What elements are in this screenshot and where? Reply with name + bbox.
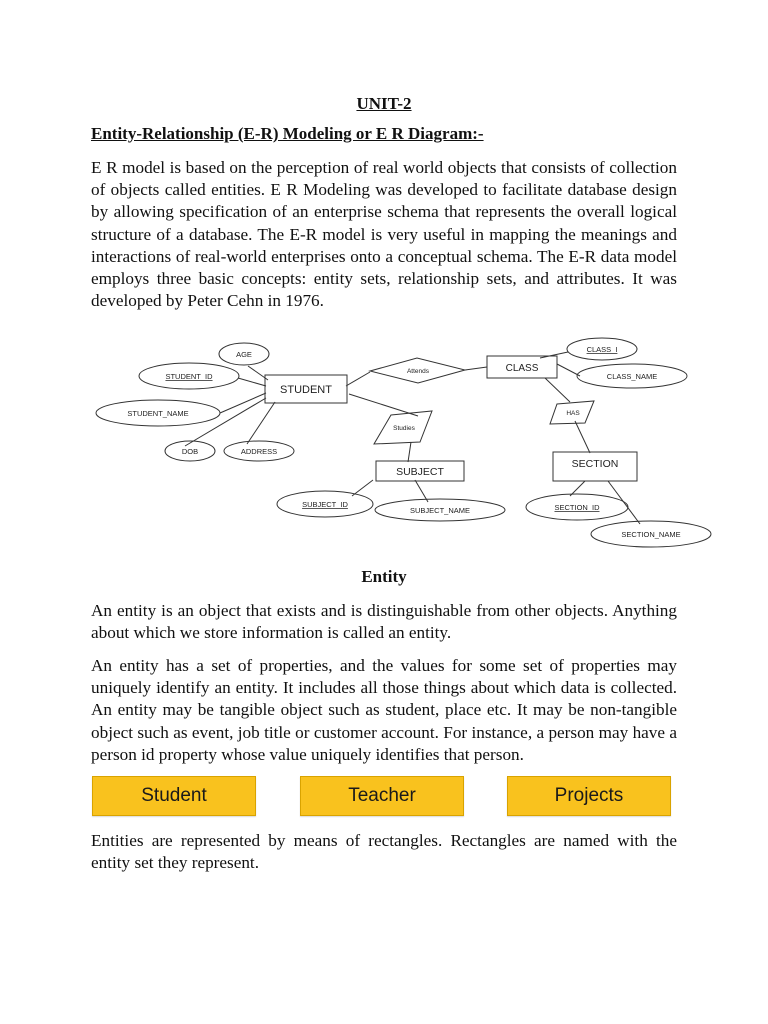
connector-line [540, 352, 568, 358]
connector-line [408, 442, 411, 462]
attribute-class-i-label: CLASS_I [586, 345, 618, 354]
section-heading: Entity-Relationship (E-R) Modeling or E R Diagram:- [91, 124, 484, 143]
attribute-student-name-label: STUDENT_NAME [127, 409, 189, 418]
attribute-student-id-label: STUDENT_ID [165, 372, 213, 381]
connector-line [545, 378, 570, 402]
attribute-address-label: ADDRESS [240, 447, 278, 456]
entity-representation-paragraph: Entities are represented by means of rectangles. Rectangles are named with the entity set they represent. [91, 831, 677, 873]
entity-definition-paragraph: An entity is an object that exists and is distinguishable from other objects. Anything about which we store information is called an entity. [91, 601, 677, 643]
connector-line [346, 372, 370, 386]
connector-line [247, 402, 275, 444]
attribute-subject-name-label: SUBJECT_NAME [409, 506, 471, 515]
attribute-age-label: AGE [236, 350, 252, 359]
attribute-class-name-label: CLASS_NAME [606, 372, 658, 381]
relationship-studies-label: Studies [393, 425, 415, 432]
er-diagram [0, 330, 768, 555]
connector-line [415, 480, 428, 502]
entity-example-student: Student [92, 776, 256, 816]
connector-line [238, 378, 266, 386]
entity-heading: Entity [361, 567, 407, 586]
connector-line [575, 421, 590, 453]
unit-title: UNIT-2 [356, 94, 412, 113]
relationship-has-label: HAS [566, 410, 580, 417]
entity-example-projects: Projects [507, 776, 671, 816]
entity-section-label: SECTION [571, 458, 619, 470]
entity-class-label: CLASS [505, 363, 539, 374]
attribute-subject-id-label: SUBJECT_ID [302, 500, 348, 509]
attribute-section-id-label: SECTION_ID [554, 503, 600, 512]
entity-properties-paragraph: An entity has a set of properties, and the values for some set of properties may uniquely identify an entity. It includes all those things about which data is collected. An entity may be tangible object such as student, place etc. It may be non-tangible object such as event, job title or customer account. For instance, a person may have a person id property whose value uniquely identifies that person. [91, 656, 677, 764]
relationship-attends-label: Attends [406, 368, 430, 375]
intro-paragraph: E R model is based on the perception of real world objects that consists of collection of objects called entities. E R Modeling was developed to facilitate database design by allowing specification of an enterprise schema that represents the overall logical structure of a database. The E-R model is very useful in mapping the meanings and interactions of real-world enterprises onto a conceptual schema. The E-R data model employs three basic concepts: entity sets, relationship sets, and attributes. It was developed by Peter Cehn in 1976. [91, 158, 677, 311]
connector-line [185, 398, 266, 446]
connector-line [608, 481, 640, 524]
attribute-section-name-label: SECTION_NAME [621, 530, 681, 539]
connector-line [557, 364, 580, 376]
connector-line [465, 367, 487, 370]
connector-line [220, 393, 266, 413]
entity-example-teacher: Teacher [300, 776, 464, 816]
entity-student-label: STUDENT [280, 384, 332, 396]
entity-subject-label: SUBJECT [396, 466, 444, 478]
attribute-dob-label: DOB [181, 447, 199, 456]
connector-line [349, 394, 418, 416]
